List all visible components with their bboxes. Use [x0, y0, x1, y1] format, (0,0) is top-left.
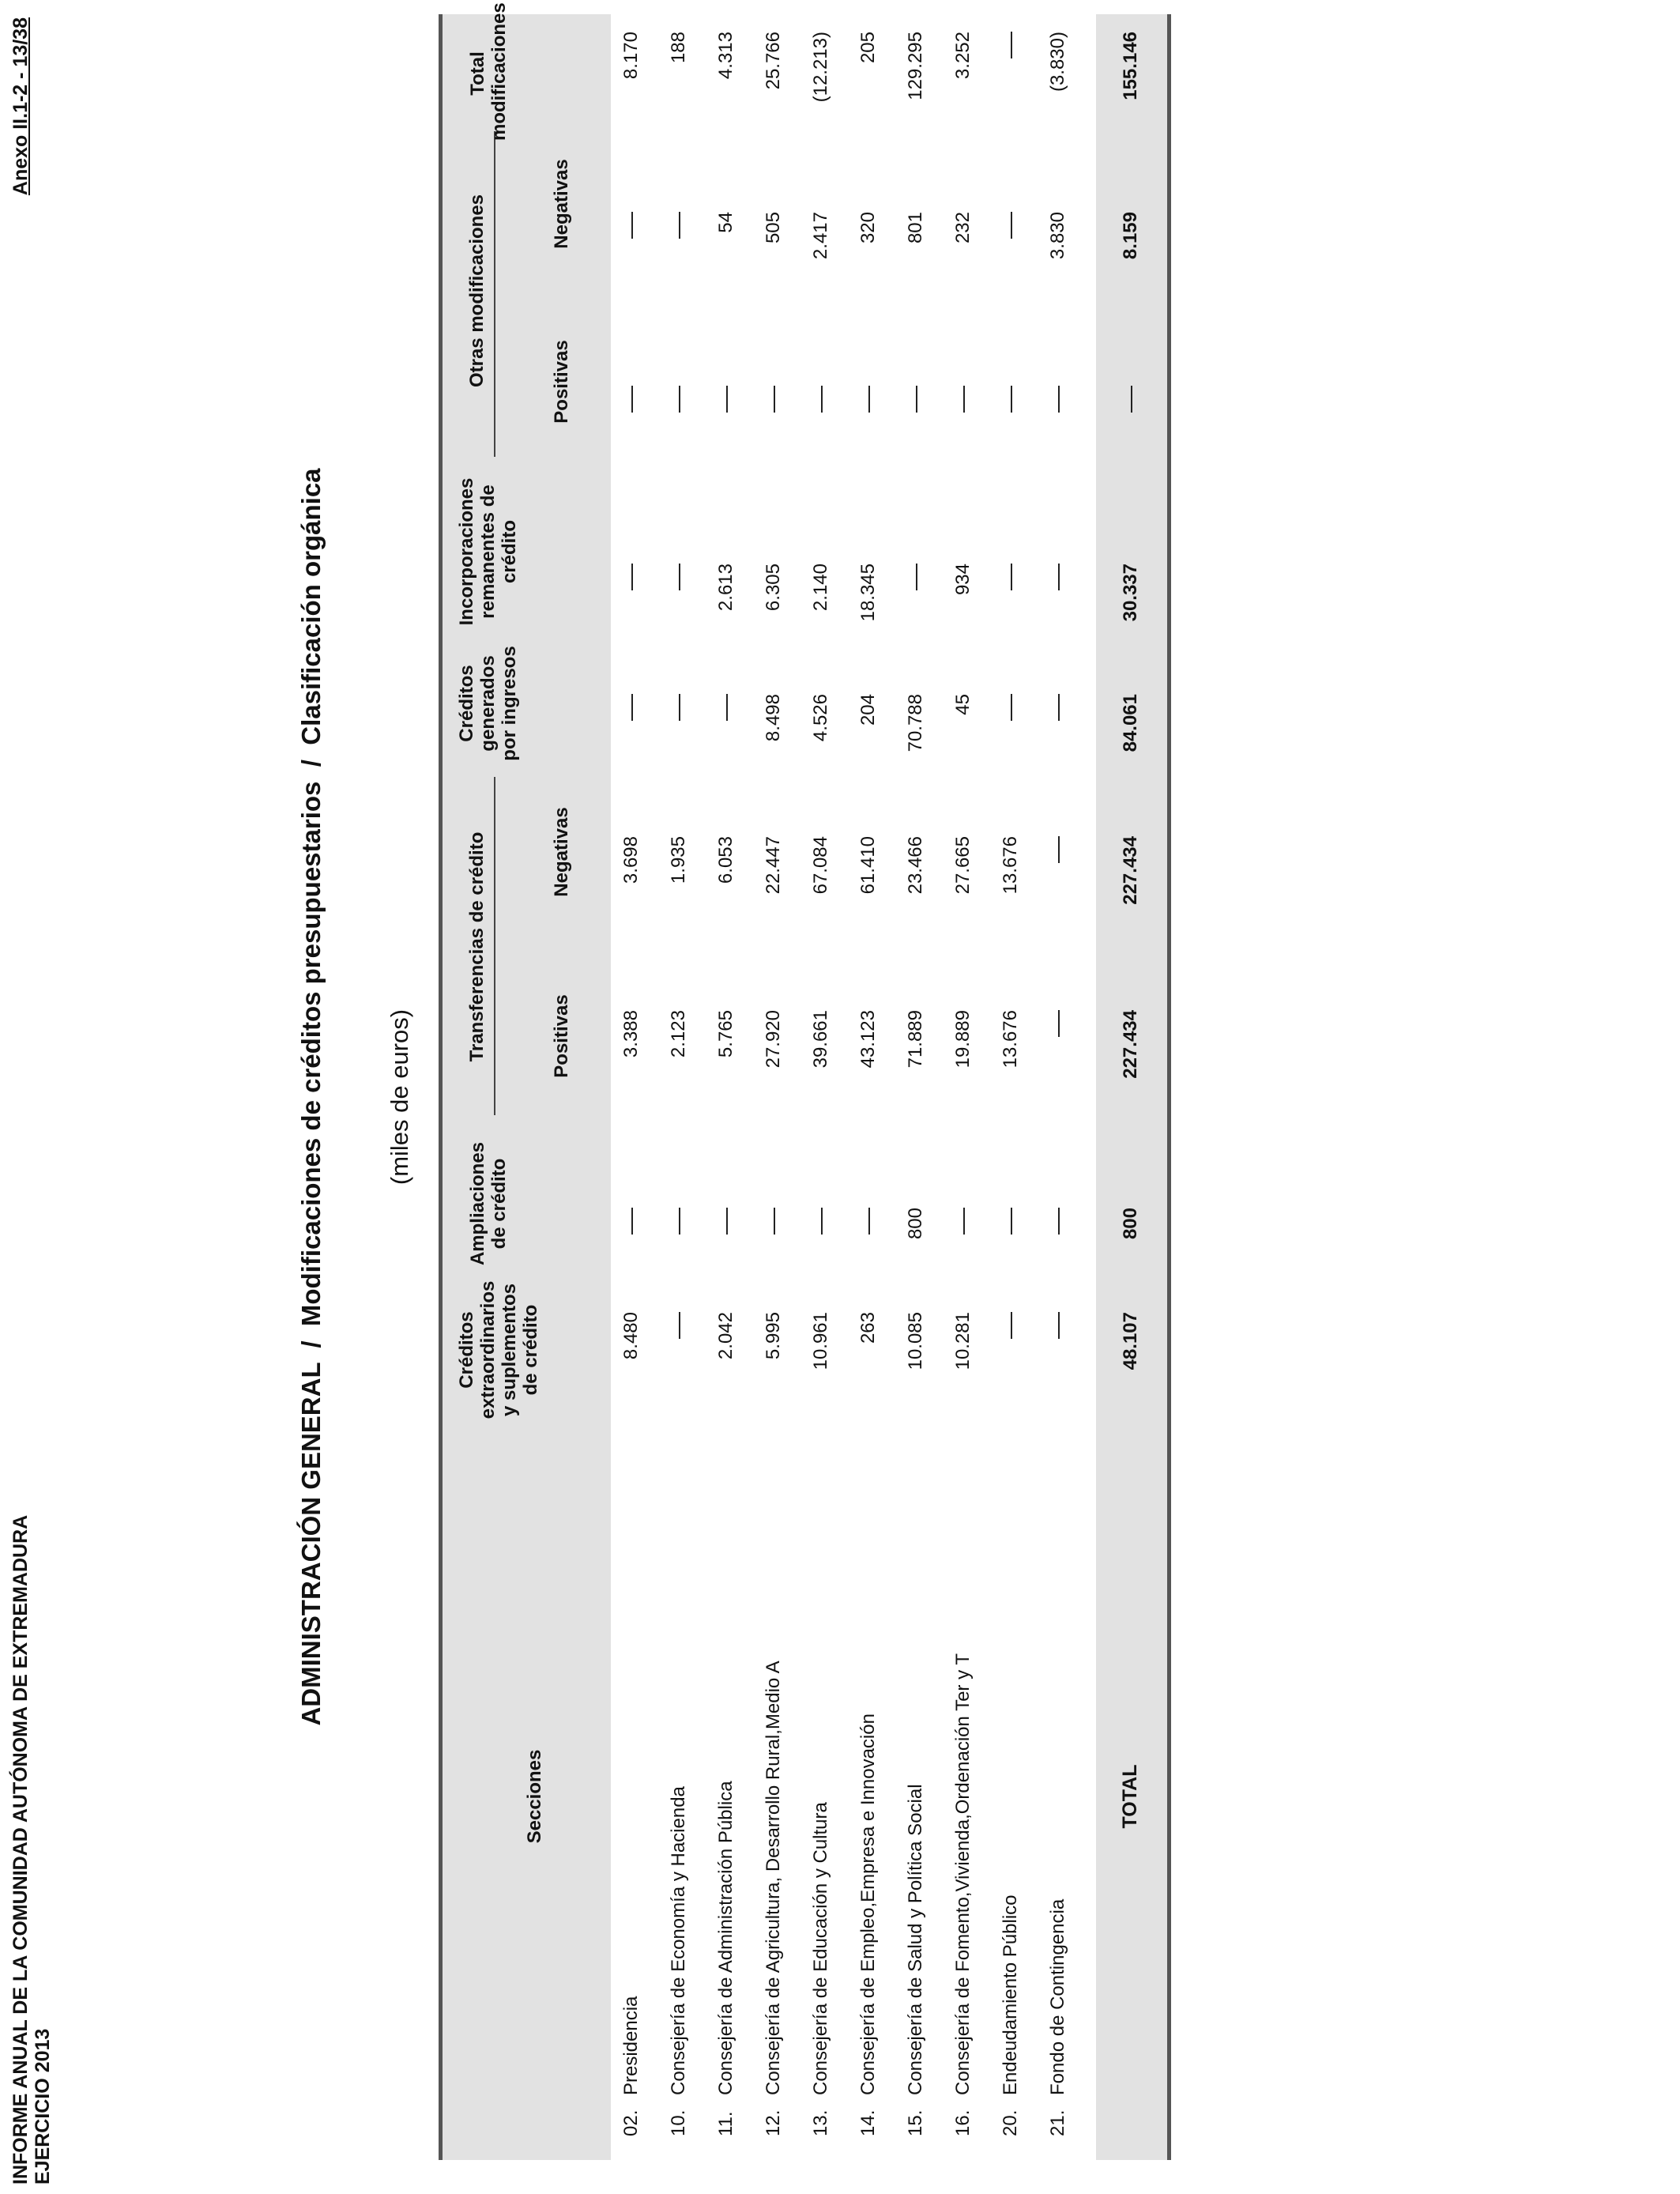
- report-header: [9, 1515, 54, 2185]
- col-header-generados: [456, 636, 520, 771]
- col-header-ampl-line1: Ampliaciones: [467, 1141, 488, 1266]
- empty-dash: [1058, 694, 1060, 721]
- cell-total: 205: [857, 32, 879, 64]
- cell-tpos: 2.123: [668, 1010, 689, 1058]
- section-number: 15.: [905, 2109, 926, 2136]
- table-row: [668, 1786, 690, 2136]
- cell-tneg: 227.434: [1120, 836, 1141, 905]
- empty-dash: [774, 386, 775, 413]
- bottom-rule: [1167, 14, 1171, 2160]
- report-title: INFORME ANUAL DE LA COMUNIDAD AUTÓNOMA DE EXTREMADURA: [9, 1514, 32, 2185]
- empty-dash: [631, 564, 633, 590]
- cell-tneg: 27.665: [952, 836, 974, 895]
- empty-dash: [1058, 1208, 1060, 1235]
- col-header-gen-line1: Créditos: [456, 665, 477, 742]
- cell-tneg: 61.410: [857, 836, 879, 895]
- empty-dash: [1058, 1010, 1060, 1037]
- cell-tneg: 6.053: [715, 836, 736, 884]
- col-header-transferencias: Transferencias de crédito: [466, 831, 488, 1062]
- col-header-extra-line2: extraordinarios: [477, 1280, 499, 1419]
- cell-tneg: 22.447: [763, 836, 784, 895]
- empty-dash: [916, 386, 917, 413]
- table-row: [715, 1781, 737, 2136]
- table-row: [857, 1713, 880, 2136]
- cell-total: 155.146: [1120, 32, 1141, 100]
- col-header-gen-line2: generados: [477, 655, 499, 752]
- empty-dash: [1058, 836, 1060, 863]
- col-header-total: [467, 2, 510, 141]
- empty-dash: [726, 1208, 728, 1235]
- col-header-otras: Otras modificaciones: [466, 194, 488, 388]
- annex-reference: Anexo II.1-2 - 13/38: [9, 17, 32, 196]
- section-number: 10.: [668, 2109, 689, 2136]
- cell-total: 25.766: [763, 32, 784, 90]
- empty-dash: [1011, 1208, 1012, 1235]
- table-row: [952, 1653, 974, 2136]
- section-number: 02.: [620, 2109, 642, 2136]
- empty-dash: [631, 1208, 633, 1235]
- empty-dash: [868, 1208, 870, 1235]
- col-header-inc-line1: Incorporaciones: [456, 477, 477, 626]
- col-header-gen-line3: por ingresos: [499, 646, 520, 761]
- section-name: Consejería de Administración Pública: [715, 1781, 736, 2095]
- cell-extra: 10.961: [810, 1312, 831, 1370]
- empty-dash: [1011, 1312, 1012, 1339]
- table-row: [620, 1996, 642, 2136]
- col-header-trans-positivas: Positivas: [551, 994, 572, 1078]
- col-header-total-line2: modificaciones: [488, 2, 510, 141]
- cell-tpos: 43.123: [857, 1010, 879, 1069]
- cell-gen: 70.788: [905, 694, 926, 752]
- total-label: TOTAL: [1119, 1764, 1141, 1829]
- cell-inc: 2.140: [810, 564, 831, 612]
- cell-tpos: 227.434: [1120, 1010, 1141, 1079]
- empty-dash: [963, 1208, 965, 1235]
- cell-gen: 8.498: [763, 694, 784, 742]
- col-header-otras-positivas: Positivas: [551, 340, 572, 424]
- empty-dash: [821, 386, 823, 413]
- transferencias-underline: [494, 777, 495, 1115]
- cell-gen: 84.061: [1120, 694, 1141, 752]
- empty-dash: [1058, 1312, 1060, 1339]
- cell-extra: 5.995: [763, 1312, 784, 1360]
- empty-dash: [868, 386, 870, 413]
- cell-tneg: 1.935: [668, 836, 689, 884]
- section-number: 16.: [952, 2109, 974, 2136]
- col-header-inc-line2: remanentes de: [477, 484, 499, 619]
- col-header-inc-line3: crédito: [499, 520, 520, 584]
- modifications-table: [439, 2, 1252, 2160]
- cell-total: 188: [668, 32, 689, 64]
- cell-total: 4.313: [715, 32, 736, 80]
- cell-total: (12.213): [810, 32, 831, 103]
- cell-ampl: 800: [1120, 1208, 1141, 1240]
- cell-oneg: 54: [715, 212, 736, 233]
- empty-dash: [679, 694, 680, 721]
- cell-oneg: 2.417: [810, 212, 831, 260]
- cell-inc: 30.337: [1120, 564, 1141, 622]
- empty-dash: [679, 1312, 680, 1339]
- section-number: 11.: [715, 2111, 736, 2136]
- section-name: Fondo de Contingencia: [1047, 1898, 1068, 2095]
- otras-underline: [494, 131, 495, 457]
- cell-tneg: 3.698: [620, 836, 642, 884]
- col-header-extra-line4: de crédito: [520, 1304, 541, 1396]
- section-number: 14.: [857, 2109, 879, 2136]
- cell-oneg: 232: [952, 212, 974, 244]
- col-header-trans-negativas: Negativas: [551, 807, 572, 897]
- cell-extra: 8.480: [620, 1312, 642, 1360]
- empty-dash: [1011, 694, 1012, 721]
- empty-dash: [1011, 32, 1012, 58]
- col-header-extra-line1: Créditos: [456, 1311, 477, 1389]
- cell-gen: 204: [857, 694, 879, 726]
- section-name: Consejería de Educación y Cultura: [810, 1802, 831, 2095]
- cell-extra: 263: [857, 1312, 879, 1344]
- empty-dash: [1011, 564, 1012, 590]
- col-header-secciones: Secciones: [524, 1749, 545, 1844]
- section-name: Consejería de Agricultura, Desarrollo Rural,Medio A: [763, 1661, 784, 2095]
- empty-dash: [631, 212, 633, 239]
- cell-tpos: 13.676: [1000, 1010, 1021, 1069]
- empty-dash: [1058, 386, 1060, 413]
- cell-tpos: 27.920: [763, 1010, 784, 1069]
- section-name: Presidencia: [620, 1996, 642, 2095]
- cell-total: 129.295: [905, 32, 926, 100]
- cell-inc: 934: [952, 564, 974, 596]
- cell-ampl: 800: [905, 1208, 926, 1240]
- cell-oneg: 320: [857, 212, 879, 244]
- empty-dash: [1131, 386, 1132, 413]
- report-year: EJERCICIO 2013: [32, 2028, 54, 2185]
- cell-extra: 48.107: [1120, 1312, 1141, 1370]
- cell-inc: 6.305: [763, 564, 784, 612]
- cell-oneg: 505: [763, 212, 784, 244]
- cell-tneg: 13.676: [1000, 836, 1021, 895]
- cell-extra: 2.042: [715, 1312, 736, 1360]
- empty-dash: [774, 1208, 775, 1235]
- empty-dash: [679, 1208, 680, 1235]
- cell-tpos: 39.661: [810, 1010, 831, 1069]
- cell-tneg: 23.466: [905, 836, 926, 895]
- cell-tpos: 71.889: [905, 1010, 926, 1069]
- cell-inc: 18.345: [857, 564, 879, 622]
- empty-dash: [1011, 386, 1012, 413]
- page-title: ADMINISTRACIÓN GENERAL / Modificaciones de créditos presupuestarios / Clasificación orgánica: [296, 468, 326, 1726]
- empty-dash: [1011, 212, 1012, 239]
- cell-oneg: 8.159: [1120, 212, 1141, 260]
- empty-dash: [726, 386, 728, 413]
- col-header-ampliaciones: [467, 1140, 510, 1267]
- table-row: [1047, 1899, 1069, 2136]
- section-name: Consejería de Salud y Política Social: [905, 1784, 926, 2095]
- empty-dash: [679, 386, 680, 413]
- cell-tpos: 3.388: [620, 1010, 642, 1058]
- cell-gen: 4.526: [810, 694, 831, 742]
- empty-dash: [679, 212, 680, 239]
- cell-tpos: 5.765: [715, 1010, 736, 1058]
- col-header-extraordinarios: [456, 1279, 541, 1421]
- section-number: 21.: [1047, 2109, 1068, 2136]
- empty-dash: [679, 564, 680, 590]
- cell-inc: 2.613: [715, 564, 736, 612]
- cell-total: 3.252: [952, 32, 974, 80]
- col-header-incorporaciones: [456, 473, 520, 631]
- section-name: Consejería de Fomento,Vivienda,Ordenación Ter y T: [952, 1653, 974, 2095]
- cell-gen: 45: [952, 694, 974, 715]
- col-header-extra-line3: y suplementos: [499, 1283, 520, 1417]
- section-name: Consejería de Economía y Hacienda: [668, 1786, 689, 2095]
- cell-tpos: 19.889: [952, 1010, 974, 1069]
- section-name: Endeudamiento Público: [1000, 1894, 1021, 2095]
- empty-dash: [1058, 564, 1060, 590]
- page-subtitle: (miles de euros): [386, 1008, 413, 1186]
- col-header-otras-negativas: Negativas: [551, 159, 572, 249]
- col-header-ampl-line2: de crédito: [488, 1158, 510, 1250]
- table-row: [905, 1784, 927, 2136]
- cell-total: 8.170: [620, 32, 642, 80]
- empty-dash: [916, 564, 917, 590]
- section-number: 20.: [1000, 2109, 1021, 2136]
- cell-total: (3.830): [1047, 32, 1068, 92]
- cell-oneg: 3.830: [1047, 212, 1068, 260]
- empty-dash: [726, 694, 728, 721]
- cell-oneg: 801: [905, 212, 926, 244]
- section-name: Consejería de Empleo,Empresa e Innovación: [857, 1713, 879, 2095]
- cell-extra: 10.085: [905, 1312, 926, 1370]
- empty-dash: [631, 386, 633, 413]
- empty-dash: [631, 694, 633, 721]
- table-row: [1000, 1894, 1022, 2136]
- table-row: [810, 1802, 832, 2136]
- empty-dash: [963, 386, 965, 413]
- cell-extra: 10.281: [952, 1312, 974, 1370]
- col-header-total-line1: Total: [467, 51, 488, 96]
- section-number: 12.: [763, 2109, 784, 2136]
- cell-tneg: 67.084: [810, 836, 831, 895]
- table-row: [763, 1661, 785, 2136]
- top-rule: [439, 14, 443, 2160]
- empty-dash: [821, 1208, 823, 1235]
- section-number: 13.: [810, 2109, 831, 2136]
